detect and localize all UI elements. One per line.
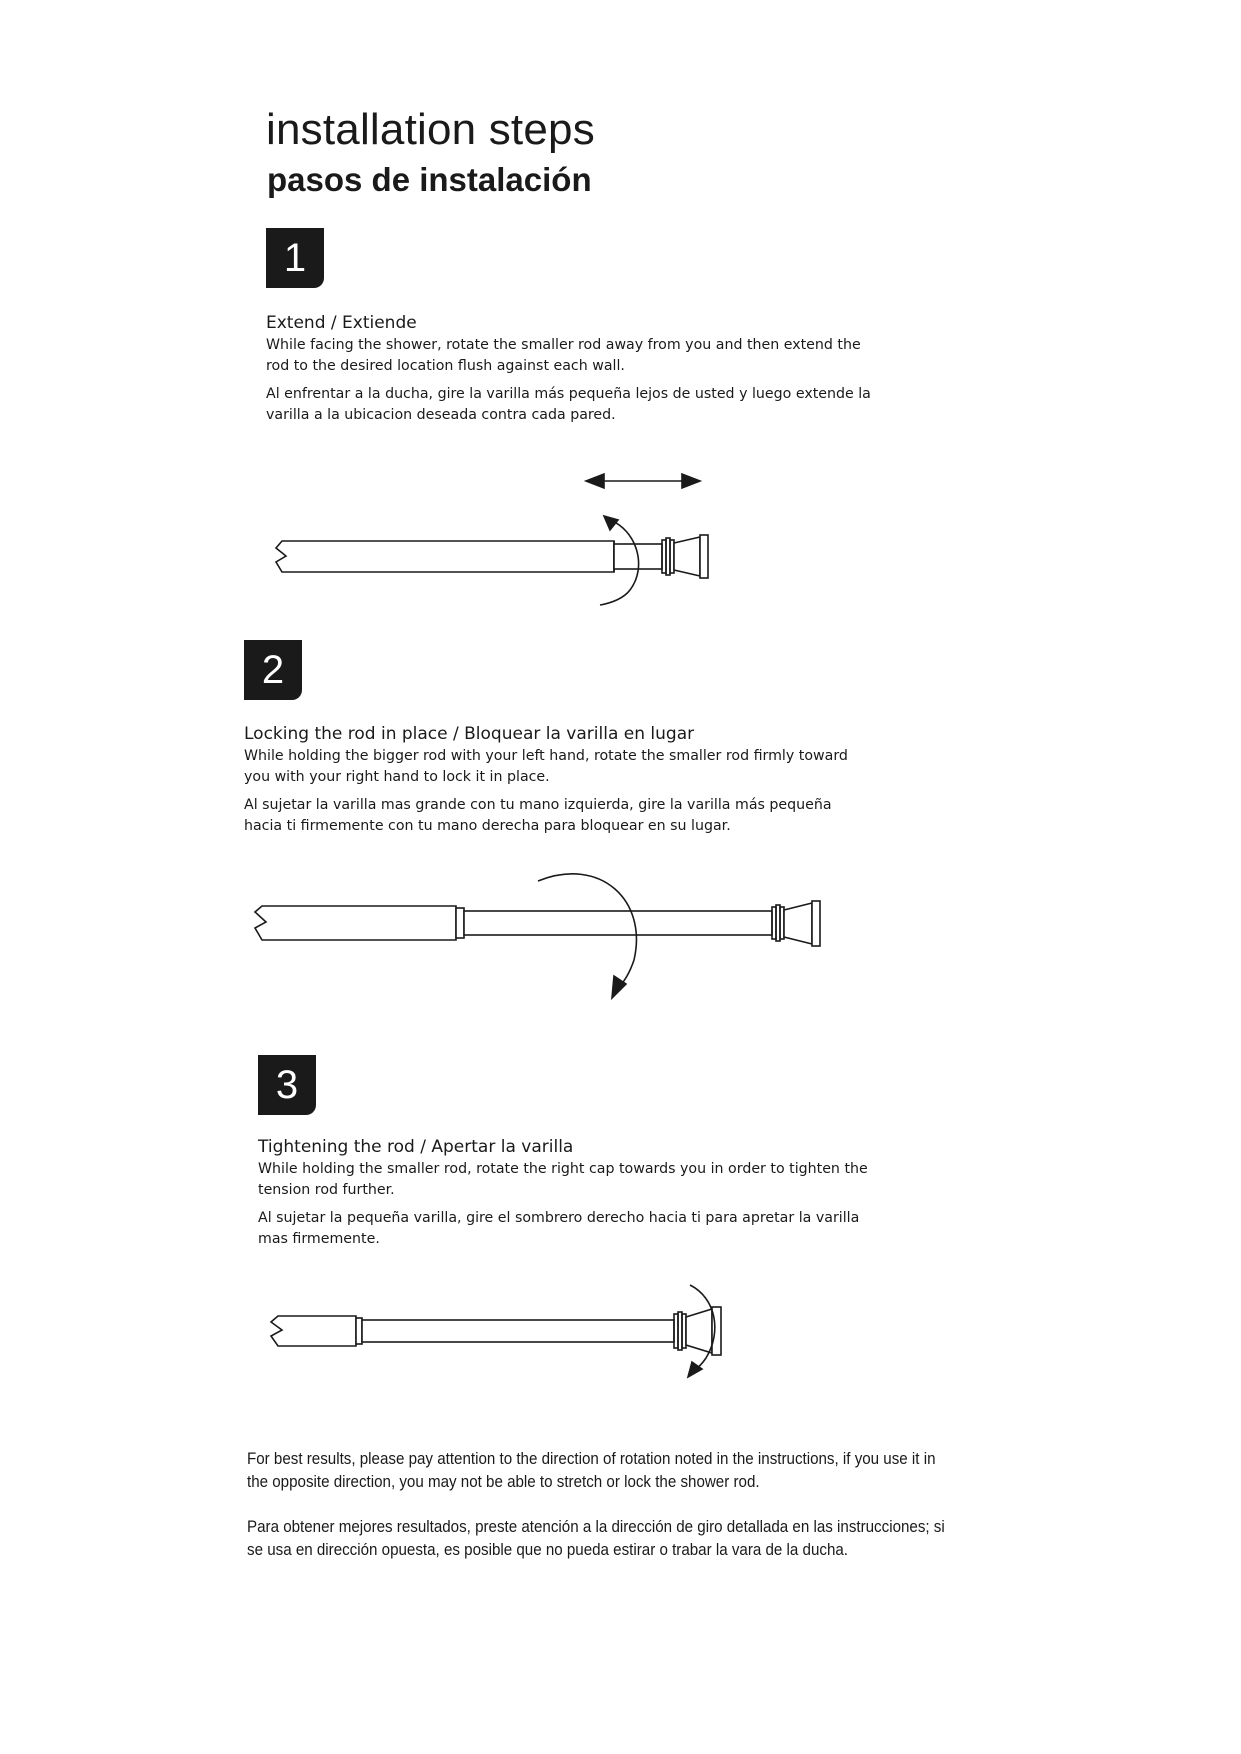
step-1-text-en: While facing the shower, rotate the smaller rod away from you and then extend the rod to the desired location flush against each wall. [266,337,861,374]
step-2-text-en: While holding the bigger rod with your left hand, rotate the smaller rod firmly toward you with your right hand to lock it in place. [244,748,848,785]
note-english: For best results, please pay attention to the direction of rotation noted in the instructions, if you use it in the opposite direction, you may not be able to stretch or lock the shower rod. [247,1450,936,1491]
page-subtitle: pasos de instalación [267,161,592,198]
step-3-text-en: While holding the smaller rod, rotate the right cap towards you in order to tighten the tension rod further. [258,1161,868,1198]
step-1-heading: Extend / Extiende [266,313,417,333]
note-spanish: Para obtener mejores resultados, preste atención a la dirección de giro detallada en las instrucciones; si se usa en dirección opuesta, es posible que no pueda estirar o trabar la vara de la ducha. [247,1518,945,1559]
step-3-badge: 3 [258,1055,316,1115]
step-2-badge: 2 [244,640,302,700]
page-title: installation steps [266,105,595,154]
step-3-heading: Tightening the rod / Apertar la varilla [258,1137,574,1157]
step-1-badge: 1 [266,228,324,288]
step-3-text-es: Al sujetar la pequeña varilla, gire el sombrero derecho hacia ti para apretar la varilla mas firmemente. [258,1210,860,1247]
step-2-text-es: Al sujetar la varilla mas grande con tu mano izquierda, gire la varilla más pequeña hacia ti firmemente con tu mano derecha para bloquear en su lugar. [244,797,832,834]
step-1-text-es: Al enfrentar a la ducha, gire la varilla más pequeña lejos de usted y luego extende la varilla a la ubicacion deseada contra cada pared. [266,386,871,423]
step-2-heading: Locking the rod in place / Bloquear la varilla en lugar [244,724,695,744]
